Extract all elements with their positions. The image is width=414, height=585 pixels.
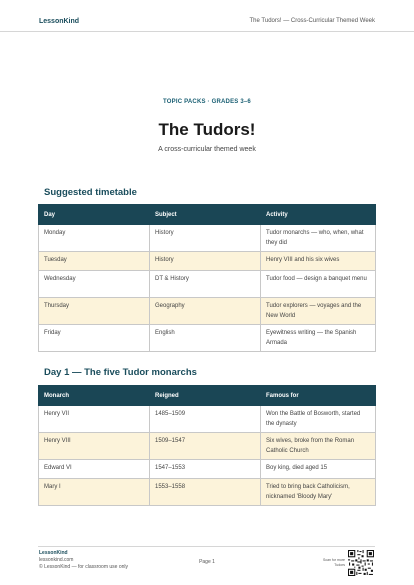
column-header-day: Day [39,205,150,225]
activity-cell: Tudor explorers — voyages and the New World [261,298,376,325]
table-row [39,406,376,433]
column-header-activity: Activity [261,205,376,225]
qr-scan-label: Scan for more Tudors [323,558,345,567]
famous-for-cell: Six wives, broke from the Roman Catholic Church [261,433,376,460]
header-divider [0,31,414,32]
monarchs-heading: Day 1 — The five Tudor monarchs [44,367,197,378]
footer-divider [38,546,375,547]
column-header-famous-for: Famous for [261,386,376,406]
famous-for-cell: Boy king, died aged 15 [261,460,376,479]
activity-cell: Tudor food — design a banquet menu [261,271,376,298]
subject-cell: DT & History [150,271,261,298]
monarch-cell: Henry VII [39,406,150,433]
table-row [39,298,376,325]
header-document-title: The Tudors! — Cross-Curricular Themed Week [249,18,375,24]
activity-cell: Eyewitness writing — the Spanish Armada [261,325,376,352]
table-row [39,460,376,479]
table-row [39,479,376,506]
subject-cell: History [150,252,261,271]
page-number: Page 1 [199,559,215,565]
day-cell: Monday [39,225,150,252]
famous-for-cell: Won the Battle of Bosworth, started the dynasty [261,406,376,433]
table-row [39,252,376,271]
table-row [39,271,376,298]
subject-cell: Geography [150,298,261,325]
footer-copyright: © LessonKind — for classroom use only [39,564,129,570]
famous-for-cell: Tried to bring back Catholicism, nicknamed 'Bloody Mary' [261,479,376,506]
footer-site-link[interactable]: lessonkind.com [39,557,74,563]
page-subtitle: A cross-curricular themed week [158,146,256,153]
monarch-cell: Edward VI [39,460,150,479]
activity-cell: Tudor monarchs — who, when, what they did [261,225,376,252]
timetable-table [38,204,376,352]
subject-cell: History [150,225,261,252]
reign-cell: 1509–1547 [150,433,261,460]
qr-code-icon[interactable] [348,550,374,576]
reign-cell: 1547–1553 [150,460,261,479]
column-header-subject: Subject [150,205,261,225]
day-cell: Friday [39,325,150,352]
table-header-row [39,386,376,406]
column-header-reigned: Reigned [150,386,261,406]
table-header-row [39,205,376,225]
timetable-heading: Suggested timetable [44,187,137,198]
footer-brand: LessonKind [39,550,68,556]
reign-cell: 1485–1509 [150,406,261,433]
activity-cell: Henry VIII and his six wives [261,252,376,271]
monarch-cell: Mary I [39,479,150,506]
subject-cell: English [150,325,261,352]
table-row [39,325,376,352]
page-title: The Tudors! [158,120,256,139]
table-row [39,225,376,252]
monarch-cell: Henry VIII [39,433,150,460]
column-header-monarch: Monarch [39,386,150,406]
day-cell: Wednesday [39,271,150,298]
day-cell: Thursday [39,298,150,325]
day-cell: Tuesday [39,252,150,271]
brand-logo[interactable]: LessonKind [39,17,80,25]
topic-kicker: TOPIC PACKS · GRADES 3–6 [163,99,251,105]
monarchs-table [38,385,376,506]
reign-cell: 1553–1558 [150,479,261,506]
table-row [39,433,376,460]
page-header [39,14,375,28]
